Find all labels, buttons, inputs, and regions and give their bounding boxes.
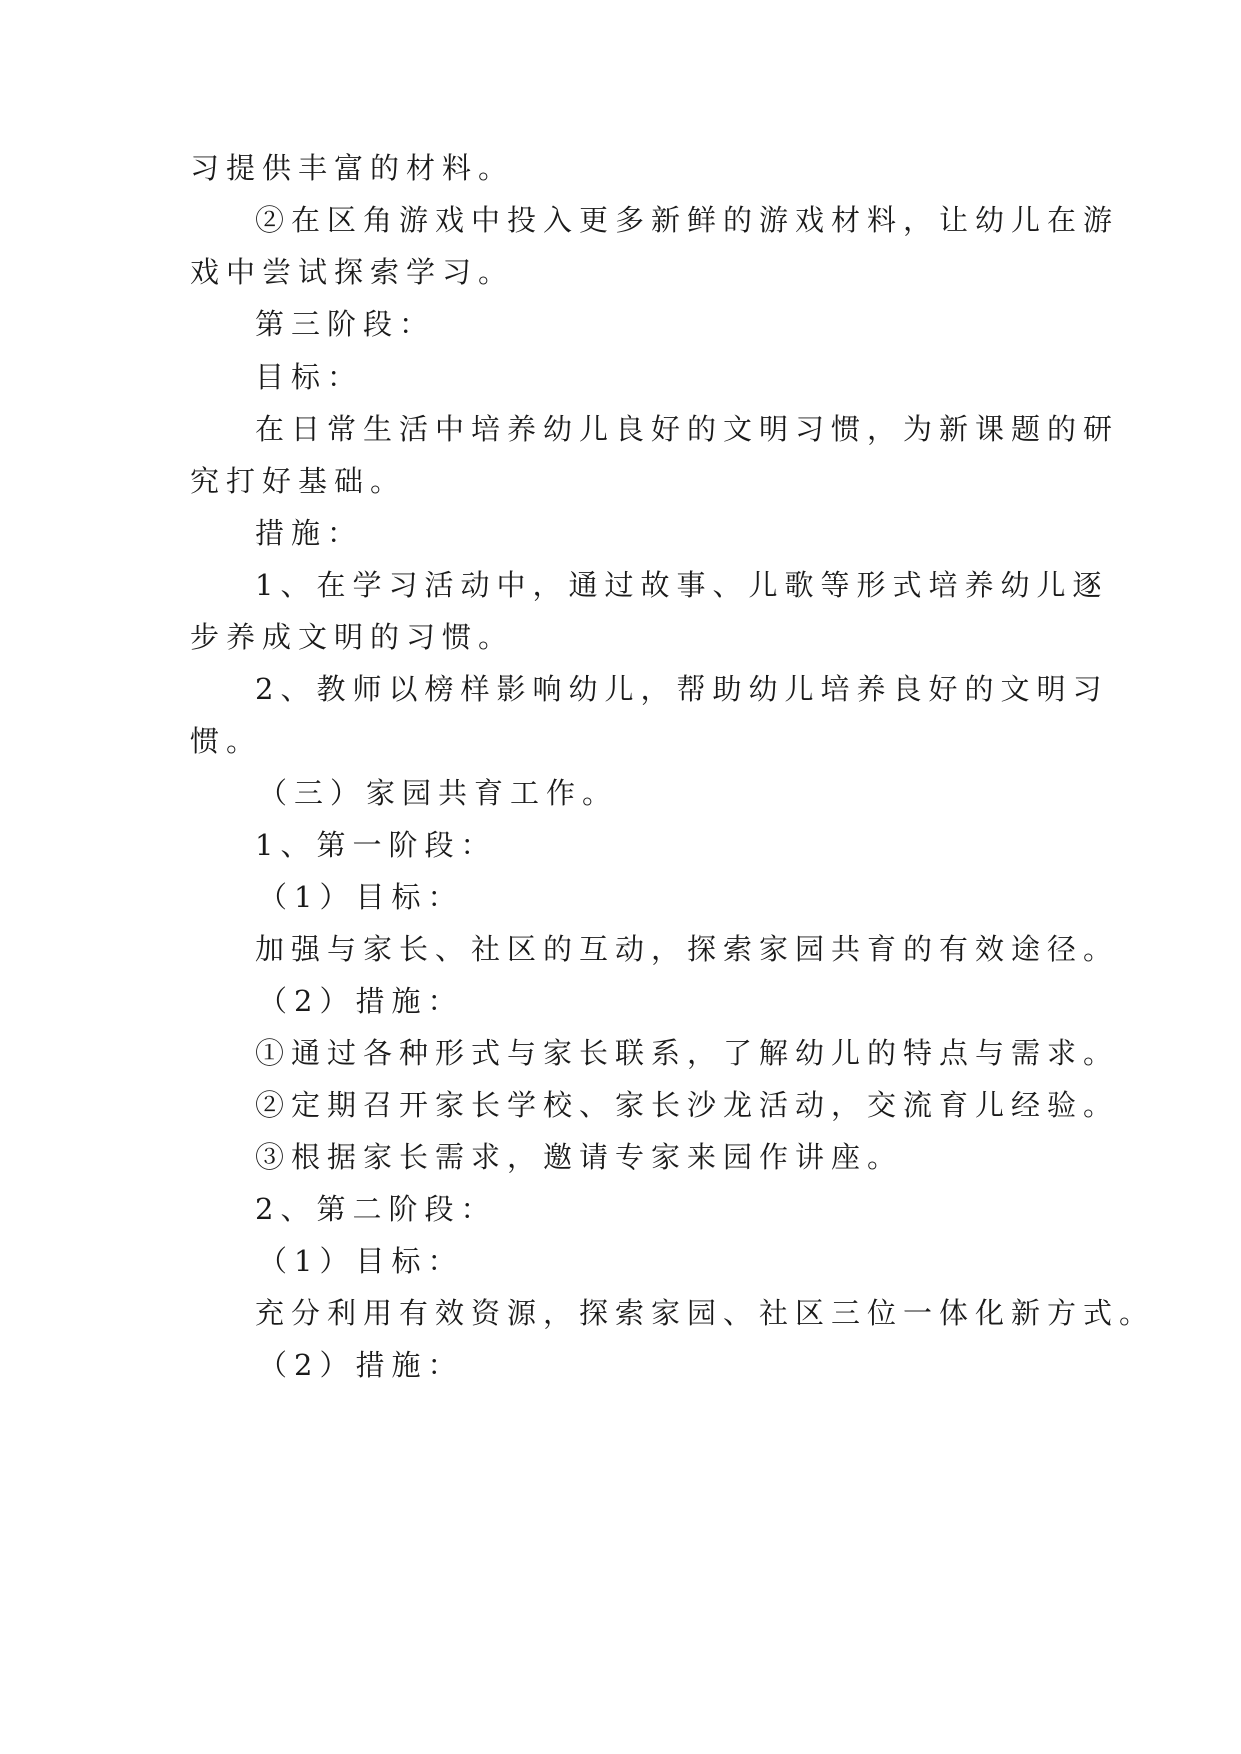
list-item: ③根据家长需求，邀请专家来园作讲座。 [255,1140,904,1174]
text-line: 究打好基础。 [190,464,407,498]
subheading: 2、第二阶段： [255,1192,497,1226]
text-line: 充分利用有效资源，探索家园、社区三位一体化新方式。 [255,1296,1156,1330]
list-item: ①通过各种形式与家长联系，了解幼儿的特点与需求。 [255,1036,1120,1070]
subheading: （2）措施： [258,984,464,1018]
list-item: 2、教师以榜样影响幼儿，帮助幼儿培养良好的文明习 [255,672,1109,706]
section-heading: 第三阶段： [255,307,436,341]
text-line: 步养成文明的习惯。 [190,620,515,654]
subheading: （2）措施： [258,1348,464,1382]
text-line: 在日常生活中培养幼儿良好的文明习惯，为新课题的研 [255,412,1120,446]
text-line: 惯。 [190,724,263,758]
text-line: 习提供丰富的材料。 [190,151,515,185]
text-line: ②在区角游戏中投入更多新鲜的游戏材料，让幼儿在游 [255,203,1120,237]
subheading: 1、第一阶段： [255,828,497,862]
text-line: 加强与家长、社区的互动，探索家园共育的有效途径。 [255,932,1120,966]
subheading: （1）目标： [258,880,464,914]
subheading: 措施： [255,516,364,550]
section-heading: （三）家园共育工作。 [258,776,619,810]
subheading: （1）目标： [258,1244,464,1278]
text-line: 戏中尝试探索学习。 [190,255,515,289]
list-item: ②定期召开家长学校、家长沙龙活动，交流育儿经验。 [255,1088,1120,1122]
list-item: 1、在学习活动中，通过故事、儿歌等形式培养幼儿逐 [255,568,1109,602]
subheading: 目标： [255,360,364,394]
